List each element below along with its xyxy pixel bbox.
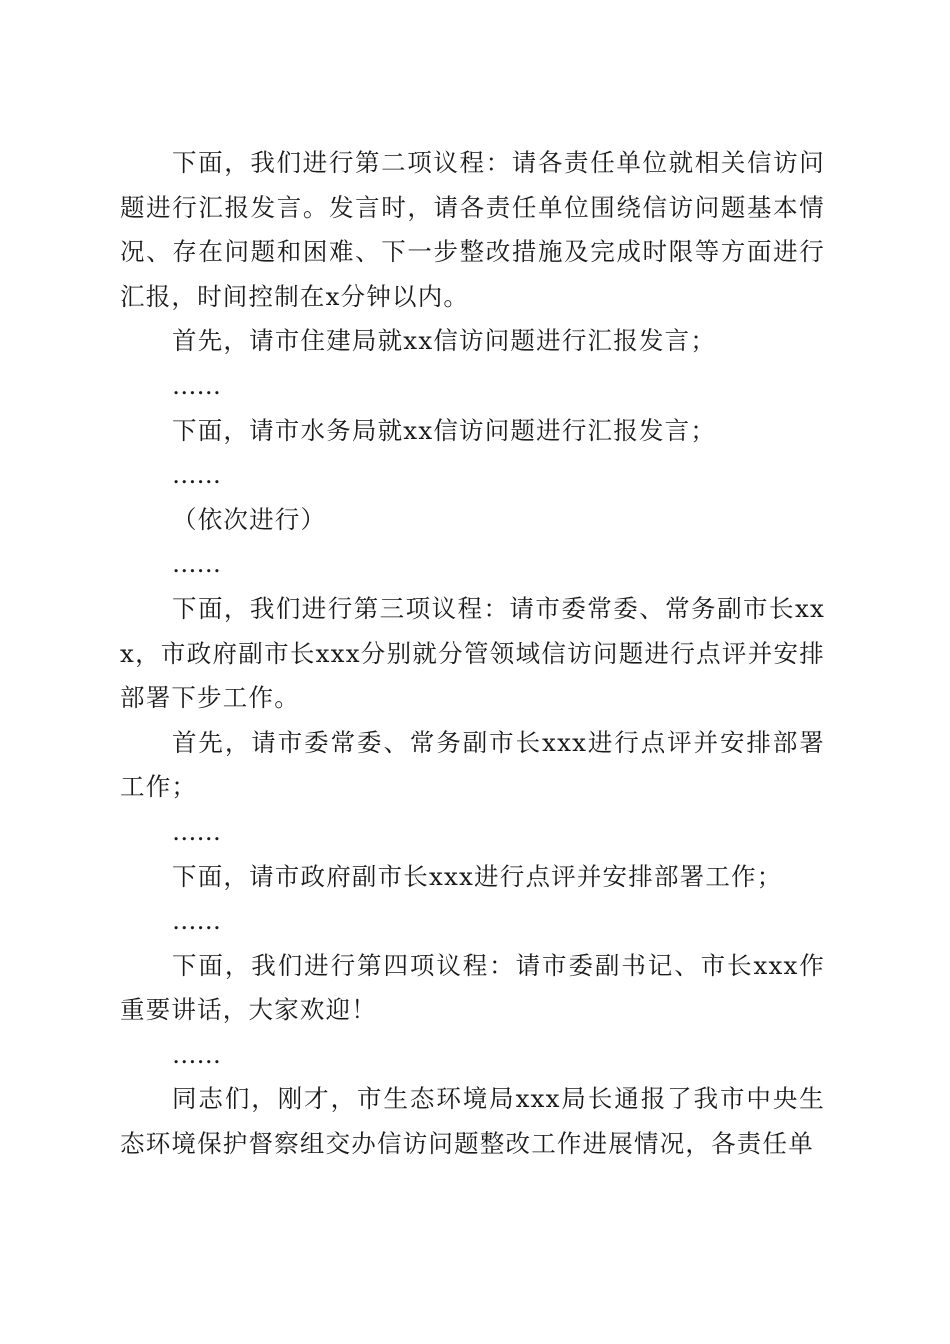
ellipsis-line: …… [172,549,221,579]
ellipsis-line: …… [172,370,221,400]
paragraph-water-bureau: 下面，请市水务局就xx信访问题进行汇报发言； [172,415,717,445]
ellipsis-line: …… [172,460,221,490]
document-body [120,141,825,1167]
paragraph-housing-bureau: 首先，请市住建局就xx信访问题进行汇报发言； [172,326,717,356]
paragraph-in-order: （依次进行） [172,504,327,534]
paragraph-agenda-three: 下面，我们进行第三项议程：请市委常委、常务副市长xxx，市政府副市长xxx分别就分管领域信访问题进行点评并安排部署下步工作。 [120,593,825,713]
paragraph-vice-mayor: 下面，请市政府副市长xxx进行点评并安排部署工作； [172,861,783,891]
paragraph-speech-opening: 同志们，刚才，市生态环境局xxx局长通报了我市中央生态环境保护督察组交办信访问题整改工作进展情况，各责任单 [120,1084,825,1159]
ellipsis-line: …… [172,906,221,936]
paragraph-agenda-four: 下面，我们进行第四项议程：请市委副书记、市长xxx作重要讲话，大家欢迎！ [120,950,825,1025]
paragraph-agenda-two: 下面，我们进行第二项议程：请各责任单位就相关信访问题进行汇报发言。发言时，请各责任单位围绕信访问题基本情况、存在问题和困难、下一步整改措施及完成时限等方面进行汇报，时间控制在x分钟以内。 [120,148,825,311]
ellipsis-line: …… [172,816,221,846]
paragraph-executive-vice-mayor: 首先，请市委常委、常务副市长xxx进行点评并安排部署工作； [120,727,825,802]
ellipsis-line: …… [172,1039,221,1069]
